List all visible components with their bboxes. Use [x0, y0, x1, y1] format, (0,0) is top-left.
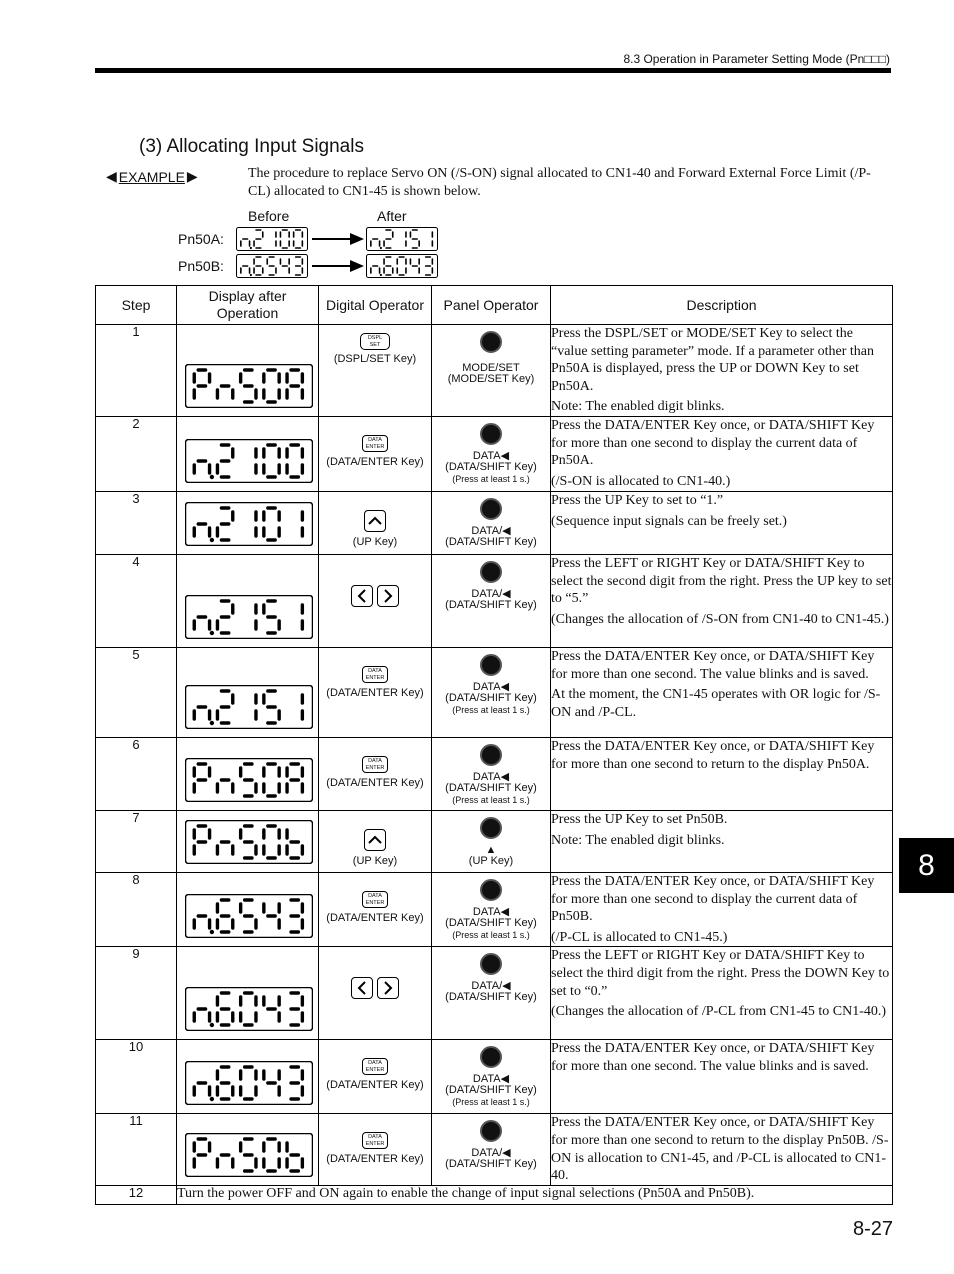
header-description: Description [551, 286, 893, 325]
description-cell [551, 492, 893, 555]
key-caption: (UP Key) [352, 855, 398, 867]
description-cell [551, 555, 893, 648]
seven-seg-display [185, 987, 313, 1031]
data-enter-key-icon[interactable]: DATA ENTER [362, 756, 389, 773]
panel-button-icon[interactable] [480, 953, 502, 975]
display-cell [177, 873, 319, 947]
display-cell [177, 1040, 319, 1114]
digital-operator-cell [319, 648, 432, 738]
panel-key-caption: (DATA/SHIFT Key) [445, 991, 537, 1004]
digital-operator-cell [319, 947, 432, 1040]
digital-operator-cell [319, 1040, 432, 1114]
description-paragraph: Press the DATA/ENTER Key once, or DATA/SHIFT Key for more than one second to return to the display Pn50A. [551, 739, 875, 772]
table-row [96, 1186, 893, 1205]
seven-seg-display [366, 227, 438, 251]
seven-seg-display [185, 685, 313, 729]
table-row [96, 947, 893, 1040]
running-header: 8.3 Operation in Parameter Setting Mode (Pn□□□) [623, 52, 890, 66]
description-paragraph: Press the DATA/ENTER Key once, or DATA/SHIFT Key for more than one second. The value blinks and is saved. [551, 1041, 875, 1074]
panel-key-caption: (UP Key) [468, 855, 514, 867]
description-paragraph: Press the DATA/ENTER Key once, or DATA/SHIFT Key for more than one second to return to the display Pn50B. /S-ON is allocation to CN1-45, and /P-CL is allocated to CN1-40. [551, 1115, 889, 1184]
table-row [96, 325, 893, 417]
data-enter-key-icon[interactable]: DATA ENTER [362, 1132, 389, 1149]
panel-key-label: DATA◀ [472, 905, 510, 918]
description-cell [551, 947, 893, 1040]
description-cell [551, 648, 893, 738]
seven-seg-display [366, 254, 438, 278]
panel-key-caption: (DATA/SHIFT Key) [445, 917, 537, 929]
display-cell [177, 1114, 319, 1186]
seven-seg-display [185, 1133, 313, 1177]
before-label: Before [248, 208, 290, 224]
digital-operator-cell [319, 325, 432, 417]
panel-key-label: DATA◀ [472, 770, 510, 783]
panel-key-label: DATA◀ [472, 1072, 510, 1085]
panel-button-icon[interactable] [480, 1046, 502, 1068]
description-paragraph: Note: The enabled digit blinks. [551, 832, 725, 848]
key-caption: (DATA/ENTER Key) [326, 777, 424, 789]
description-paragraph: Press the DATA/ENTER Key once, or DATA/SHIFT Key for more than one second to display the current data of Pn50A. [551, 418, 875, 469]
right-key-icon[interactable] [377, 977, 399, 999]
panel-key-label: DATA◀ [472, 449, 510, 462]
panel-button-icon[interactable] [480, 879, 502, 901]
description-paragraph: (Sequence input signals can be freely set.) [551, 513, 787, 529]
page-number: 8-27 [853, 1218, 894, 1240]
press-note: (Press at least 1 s.) [452, 473, 530, 484]
procedure-table [95, 285, 893, 1205]
panel-operator-cell [432, 738, 551, 811]
description-paragraph: Press the LEFT or RIGHT Key or DATA/SHIFT Key to select the third digit from the right. Press the DOWN Key to set to “0.” [551, 948, 890, 999]
table-row [96, 811, 893, 873]
step-number: 9 [96, 947, 177, 1040]
header-display: Display after Operation [177, 286, 319, 325]
header-panel-operator: Panel Operator [432, 286, 551, 325]
right-key-icon[interactable] [377, 585, 399, 607]
panel-key-caption: (DATA/SHIFT Key) [445, 782, 537, 794]
seven-seg-display [185, 364, 313, 408]
panel-operator-cell [432, 325, 551, 417]
panel-key-caption: (DATA/SHIFT Key) [445, 1158, 537, 1171]
panel-key-caption: (DATA/SHIFT Key) [445, 536, 537, 548]
digital-operator-cell [319, 1114, 432, 1186]
digital-operator-cell [319, 738, 432, 811]
table-row [96, 555, 893, 648]
seven-seg-display [185, 439, 313, 483]
digital-operator-cell [319, 555, 432, 648]
press-note: (Press at least 1 s.) [452, 794, 530, 805]
step-number: 6 [96, 738, 177, 811]
panel-key-label: DATA/◀ [471, 587, 511, 600]
example-marker [106, 168, 198, 185]
panel-key-caption: (DATA/SHIFT Key) [445, 1084, 537, 1097]
panel-key-label: DATA/◀ [471, 1146, 511, 1159]
table-row [96, 648, 893, 738]
description-paragraph: (Changes the allocation of /P-CL from CN1-45 to CN1-40.) [551, 1004, 887, 1020]
panel-button-icon[interactable] [480, 331, 502, 353]
step-number: 11 [96, 1114, 177, 1186]
header-step: Step [96, 286, 177, 325]
step-number: 10 [96, 1040, 177, 1114]
seven-seg-display [185, 820, 313, 864]
seven-seg-display [185, 502, 313, 546]
panel-button-icon[interactable] [480, 423, 502, 445]
press-note: (Press at least 1 s.) [452, 1096, 530, 1107]
step-number: 1 [96, 325, 177, 417]
example-text: The procedure to replace Servo ON (/S-ON) signal allocated to CN1-40 and Forward External Force Limit (/P-CL) allocated to CN1-45 is shown below. [248, 166, 871, 199]
description-paragraph: Press the DSPL/SET or MODE/SET Key to select the “value setting parameter” mode. If a parameter other than Pn50A is displayed, press the UP or DOWN Key to set Pn50A. [551, 326, 875, 394]
step-number: 8 [96, 873, 177, 947]
panel-key-label: DATA◀ [472, 680, 510, 693]
digital-operator-cell [319, 417, 432, 492]
description-paragraph: Note: The enabled digit blinks. [551, 399, 725, 415]
table-row [96, 492, 893, 555]
up-key-icon[interactable] [364, 510, 386, 532]
description-paragraph: Press the LEFT or RIGHT Key or DATA/SHIFT Key to select the second digit from the right. Press the UP key to set to “5.” [551, 556, 892, 607]
display-cell [177, 811, 319, 873]
key-caption: (DATA/ENTER Key) [326, 912, 424, 924]
panel-operator-cell [432, 417, 551, 492]
description-cell [551, 417, 893, 492]
table-row [96, 738, 893, 811]
panel-button-icon[interactable] [480, 498, 502, 520]
data-enter-key-icon[interactable]: DATA ENTER [362, 666, 389, 683]
panel-button-icon[interactable] [480, 1120, 502, 1142]
key-caption: (DATA/ENTER Key) [326, 456, 424, 468]
description-paragraph: (/S-ON is allocated to CN1-40.) [551, 473, 731, 489]
step-number: 3 [96, 492, 177, 555]
display-cell [177, 947, 319, 1040]
data-enter-key-icon[interactable]: DATA ENTER [362, 1058, 389, 1075]
left-key-icon[interactable] [351, 977, 373, 999]
step-number: 12 [96, 1186, 177, 1205]
description-paragraph: (Changes the allocation of /S-ON from CN1-40 to CN1-45.) [551, 611, 889, 627]
key-caption: (UP Key) [352, 536, 398, 548]
press-note: (Press at least 1 s.) [452, 704, 530, 715]
panel-key-caption: (MODE/SET Key) [447, 373, 535, 385]
panel-button-icon[interactable] [480, 817, 502, 839]
arrow-right-icon [312, 232, 364, 246]
after-label: After [377, 208, 407, 224]
seven-seg-display [185, 758, 313, 802]
digital-operator-cell [319, 873, 432, 947]
description-cell [551, 1040, 893, 1114]
key-caption: (DSPL/SET Key) [333, 353, 417, 365]
description-paragraph: Press the UP Key to set Pn50B. [551, 812, 728, 827]
step-number: 7 [96, 811, 177, 873]
table-row [96, 417, 893, 492]
description-cell [551, 1114, 893, 1186]
description-paragraph: Press the DATA/ENTER Key once, or DATA/SHIFT Key for more than one second. The value blinks and is saved. [551, 649, 875, 682]
panel-operator-cell [432, 811, 551, 873]
description-cell [551, 811, 893, 873]
triangle-left-icon: ◀ [106, 168, 117, 184]
description-cell [551, 873, 893, 947]
panel-operator-cell [432, 1040, 551, 1114]
description-paragraph: (/P-CL is allocated to CN1-45.) [551, 929, 728, 945]
display-cell [177, 555, 319, 648]
display-cell [177, 648, 319, 738]
table-row [96, 873, 893, 947]
digital-operator-cell [319, 811, 432, 873]
display-cell [177, 325, 319, 417]
display-cell [177, 738, 319, 811]
description-cell [551, 325, 893, 417]
description-paragraph: Press the UP Key to set to “1.” [551, 493, 724, 508]
description-paragraph: Press the DATA/ENTER Key once, or DATA/SHIFT Key for more than one second to display the current data of Pn50B. [551, 874, 875, 925]
key-caption: (DATA/ENTER Key) [326, 1079, 424, 1092]
header-digital-operator: Digital Operator [319, 286, 432, 325]
table-row [96, 1114, 893, 1186]
left-key-icon[interactable] [351, 585, 373, 607]
description-cell [551, 738, 893, 811]
panel-key-label: DATA/◀ [471, 979, 511, 992]
seven-seg-display [185, 1061, 313, 1105]
final-instruction: Turn the power OFF and ON again to enable the change of input signal selections (Pn50A and Pn50B). [177, 1186, 893, 1205]
panel-operator-cell [432, 873, 551, 947]
section-title: (3) Allocating Input Signals [139, 136, 364, 157]
seven-seg-display [185, 595, 313, 639]
chapter-tab: 8 [899, 838, 954, 893]
description-paragraph: At the moment, the CN1-45 operates with OR logic for /S-ON and /P-CL. [551, 687, 881, 720]
seven-seg-display [185, 894, 313, 938]
data-enter-key-icon[interactable]: DATA ENTER [362, 435, 389, 452]
step-number: 4 [96, 555, 177, 648]
example-label: EXAMPLE [118, 168, 185, 185]
panel-key-label: ▲ [485, 843, 497, 856]
panel-key-caption: (DATA/SHIFT Key) [445, 461, 537, 473]
panel-operator-cell [432, 1114, 551, 1186]
panel-operator-cell [432, 492, 551, 555]
seven-seg-display [236, 227, 308, 251]
param-label: Pn50B: [178, 258, 224, 274]
panel-operator-cell [432, 947, 551, 1040]
panel-key-caption: (DATA/SHIFT Key) [445, 692, 537, 704]
panel-button-icon[interactable] [480, 744, 502, 766]
data-enter-key-icon[interactable]: DATA ENTER [362, 891, 389, 908]
digital-operator-cell [319, 492, 432, 555]
header-rule [95, 68, 891, 73]
panel-key-caption: (DATA/SHIFT Key) [445, 599, 537, 611]
key-caption: (DATA/ENTER Key) [326, 687, 424, 699]
key-caption: (DATA/ENTER Key) [326, 1153, 424, 1166]
panel-operator-cell [432, 555, 551, 648]
up-key-icon[interactable] [364, 829, 386, 851]
panel-key-label: DATA/◀ [471, 524, 511, 537]
panel-operator-cell [432, 648, 551, 738]
panel-key-label: MODE/SET [462, 361, 520, 374]
panel-button-icon[interactable] [480, 561, 502, 583]
press-note: (Press at least 1 s.) [452, 929, 530, 940]
arrow-right-icon [312, 259, 364, 273]
seven-seg-display [236, 254, 308, 278]
step-number: 2 [96, 417, 177, 492]
dspl-set-key-icon[interactable]: DSPL SET [360, 333, 390, 350]
display-cell [177, 492, 319, 555]
display-cell [177, 417, 319, 492]
table-row [96, 1040, 893, 1114]
panel-button-icon[interactable] [480, 654, 502, 676]
step-number: 5 [96, 648, 177, 738]
triangle-right-icon: ▶ [186, 168, 198, 184]
param-label: Pn50A: [178, 231, 224, 247]
